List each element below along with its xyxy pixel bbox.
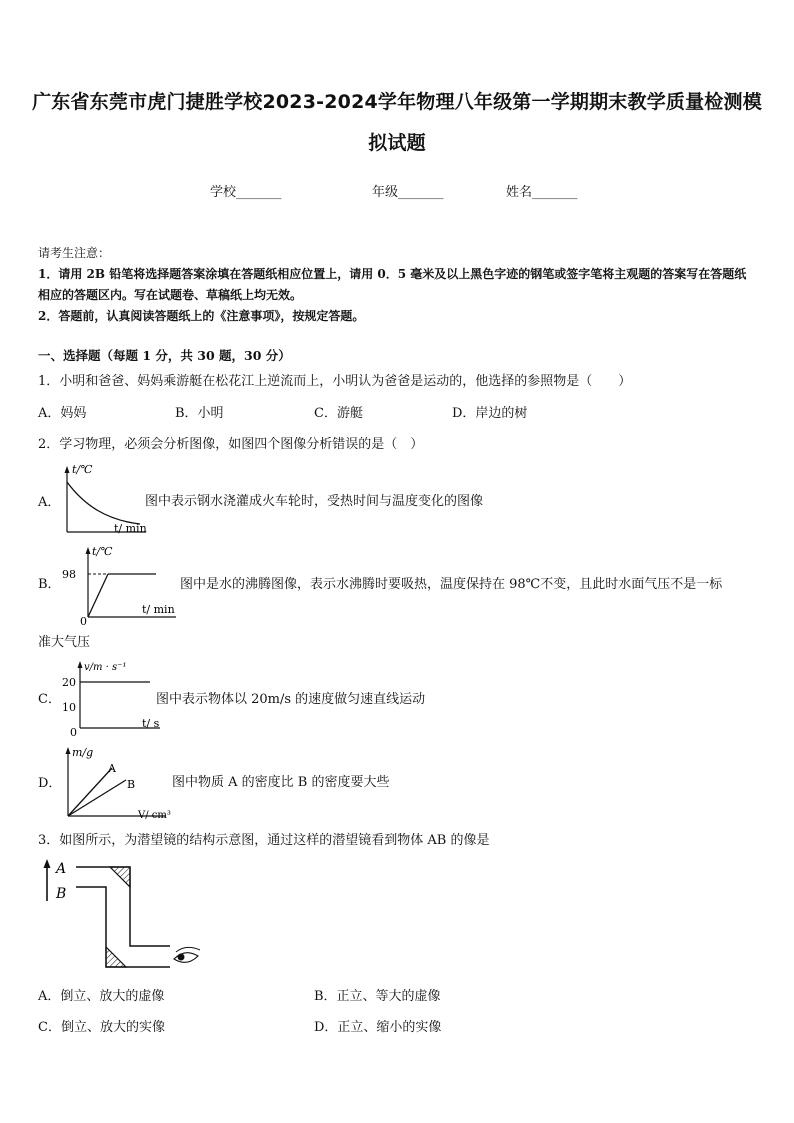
q1-option-c[interactable]: C．游艇: [314, 406, 363, 421]
tube-inner-wall: [76, 887, 170, 967]
q2-option-b-text-cont: 准大气压: [38, 635, 91, 650]
q3-option-a[interactable]: A．倒立、放大的虚像: [38, 989, 165, 1004]
school-field[interactable]: 学校_______: [210, 185, 282, 200]
q2-graph-c: [56, 656, 166, 736]
tick-20-label: 20: [62, 676, 76, 689]
eye-pupil: [178, 954, 185, 961]
line-b-label: B: [127, 778, 136, 791]
notice-item-2: 2．答题前，认真阅读答题纸上的《注意事项》，按规定答题。: [38, 309, 365, 323]
y-axis-arrow: [66, 747, 71, 754]
q2-stem: 2．学习物理，必须会分析图像，如图四个图像分析错误的是（ ）: [38, 437, 424, 452]
x-axis-label: t/ min: [114, 522, 147, 535]
label-b: B: [56, 886, 67, 902]
q2-graph-d: [56, 742, 176, 822]
y-axis-label: m/g: [72, 746, 94, 759]
x-axis-label: t/ s: [142, 717, 160, 730]
origin-label: 0: [70, 726, 77, 736]
lower-mirror: [106, 947, 126, 967]
notice-heading: 请考生注意：: [38, 246, 111, 260]
q1-option-d[interactable]: D．岸边的树: [452, 406, 528, 421]
upper-mirror: [110, 867, 130, 887]
q2-graph-b: [56, 543, 186, 627]
heating-segment: [88, 574, 108, 617]
label-a: A: [56, 861, 67, 877]
q2-option-a-label[interactable]: A．: [38, 495, 61, 510]
y-axis-label: t/℃: [92, 545, 113, 558]
q2-option-c-label[interactable]: C．: [38, 692, 61, 707]
tick-10-label: 10: [62, 701, 76, 714]
line-b: [68, 780, 126, 816]
q3-option-d[interactable]: D．正立、缩小的实像: [314, 1020, 442, 1035]
q2-option-c-text: 图中表示物体以 20m/s 的速度做匀速直线运动: [156, 692, 426, 707]
exam-title-line1: 广东省东莞市虎门捷胜学校2023-2024学年物理八年级第一学期期末教学质量检测模: [32, 91, 762, 113]
eye-brow: [176, 947, 200, 952]
y-axis-arrow: [86, 547, 91, 554]
y-axis-label: v/m · s⁻¹: [84, 662, 127, 673]
cooling-curve: [67, 482, 140, 524]
q1-stem: 1．小明和爸爸、妈妈乘游艇在松花江上逆流而上，小明认为爸爸是运动的，他选择的参照物是（ ）: [38, 374, 632, 389]
q3-option-b[interactable]: B．正立、等大的虚像: [314, 989, 441, 1004]
grade-field[interactable]: 年级_______: [372, 185, 444, 200]
q2-option-d-text: 图中物质 A 的密度比 B 的密度要大些: [172, 775, 390, 790]
value-98-label: 98: [62, 568, 76, 581]
section-heading: 一、选择题（每题 1 分，共 30 题，30 分）: [38, 348, 291, 363]
name-field[interactable]: 姓名_______: [506, 185, 578, 200]
y-axis-arrow: [78, 661, 83, 668]
y-axis-arrow: [65, 466, 70, 473]
q3-option-c[interactable]: C．倒立、放大的实像: [38, 1020, 165, 1035]
exam-title-line2: 拟试题: [368, 132, 426, 154]
y-axis-label: t/℃: [72, 463, 93, 476]
line-a-label: A: [108, 762, 116, 775]
q1-option-a[interactable]: A．妈妈: [38, 406, 87, 421]
q2-option-b-text: 图中是水的沸腾图像，表示水沸腾时要吸热，温度保持在 98℃不变，且此时水面气压不是一标: [180, 577, 723, 592]
line-a: [68, 768, 112, 816]
notice-block: [38, 243, 758, 327]
x-axis-label: t/ min: [142, 603, 175, 616]
q2-option-d-label[interactable]: D．: [38, 776, 62, 791]
q2-option-b-label[interactable]: B．: [38, 577, 61, 592]
q3-periscope-diagram: [40, 855, 210, 980]
object-arrow-head: [44, 859, 51, 868]
q2-graph-a: [56, 460, 156, 540]
q1-option-b[interactable]: B．小明: [175, 406, 224, 421]
q2-option-a-text: 图中表示钢水浇灌成火车轮时，受热时间与温度变化的图像: [145, 494, 484, 509]
origin-label: 0: [80, 615, 87, 627]
x-axis-label: V/ cm³: [138, 810, 171, 821]
q3-stem: 3．如图所示，为潜望镜的结构示意图，通过这样的潜望镜看到物体 AB 的像是: [38, 833, 490, 848]
notice-item-1: 1．请用 2B 铅笔将选择题答案涂填在答题纸相应位置上，请用 0．5 毫米及以上黑色字迹的钢笔或签字笔将主观题的答案写在答题纸相应的答题区内。写在试题卷、草稿纸上均无效。: [38, 267, 747, 302]
